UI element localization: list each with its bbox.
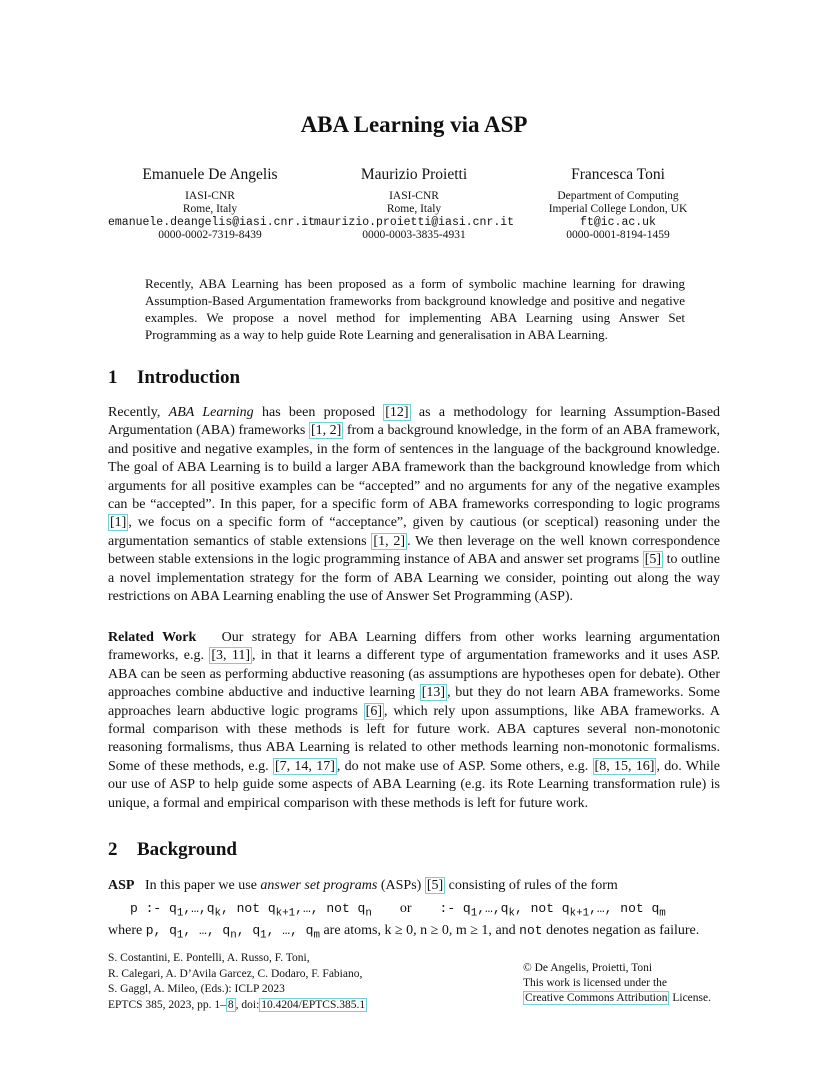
editors-line: R. Calegari, A. D’Avila Garcez, C. Dodaro, F. Fabiano, bbox=[108, 967, 363, 980]
text-run: where bbox=[108, 923, 143, 938]
asp-rule-formula: p :- $q_1,\dots,q_k$, not $q_{k+1},\dots$, not $q_n$ or :- $q_1,\dots,q_k$, not $q_{k+1},\dots$, not $q_m$ bbox=[130, 901, 666, 920]
author-name: Maurizio Proietti bbox=[360, 166, 468, 183]
not-keyword: not bbox=[519, 923, 543, 938]
author-affiliation: Department of Computing bbox=[557, 190, 679, 202]
author-location: Imperial College London, UK bbox=[548, 203, 688, 215]
section-number: 1 bbox=[108, 367, 118, 388]
eptcs-line bbox=[108, 998, 428, 1014]
citation-link[interactable]: [6] bbox=[365, 703, 382, 719]
author-orcid: 0000-0003-3835-4931 bbox=[362, 229, 466, 241]
asp-where-line: where p, $q_1$, …, $q_n$, $q_1$, …, $q_m$ are atoms, k ≥ 0, n ≥ 0, m ≥ 1, and not denotes negation as failure. bbox=[108, 923, 700, 942]
or-text: or bbox=[399, 901, 412, 916]
citation-link[interactable]: [7, 14, 17] bbox=[274, 758, 335, 774]
text-run: consisting of rules of the form bbox=[448, 878, 618, 893]
paragraph-heading: ASP bbox=[108, 878, 135, 893]
citation-link[interactable]: [3, 11] bbox=[211, 648, 250, 664]
text-run: . We then leverage on the well known correspondence between stable extensions in the logic programming instance of ABA and answer set programs bbox=[108, 533, 720, 568]
text-run: (ASPs) bbox=[380, 878, 422, 893]
author-3 bbox=[516, 166, 720, 242]
paragraph-heading: Related Work bbox=[108, 630, 197, 645]
related-work-paragraph bbox=[108, 629, 720, 813]
text-run: and bbox=[495, 923, 516, 938]
condition-text: k ≥ 0, n ≥ 0, m ≥ 1, bbox=[384, 923, 492, 938]
text-run: , do not make use of ASP. Some others, e.g. bbox=[336, 758, 589, 774]
section-title: Introduction bbox=[137, 367, 241, 388]
text-run: from a background knowledge, in the form of an ABA framework, and positive and negative examples, in the form of sentences in the language of the background knowledge. The goal of ABA Learning is to build a larger ABA framework than the background knowledge from which arguments for all positive examples can be “accepted” and no arguments for any of the negative examples can be “accepted”. In this paper, for a specific form of ABA frameworks corresponding to logic programs bbox=[108, 423, 720, 513]
text-run: EPTCS 385, 2023, pp. 1– bbox=[108, 998, 226, 1011]
text-run: In this paper we use bbox=[144, 878, 257, 893]
section-heading-introduction bbox=[108, 367, 240, 389]
text-run: as a methodology for learning Assumption-Based Argumentation (ABA) frameworks bbox=[108, 405, 721, 439]
intro-paragraph bbox=[108, 404, 720, 606]
section-heading-background bbox=[108, 839, 237, 861]
author-email[interactable]: emanuele.deangelis@iasi.cnr.it bbox=[108, 216, 316, 229]
emphasis-text: ABA Learning bbox=[168, 405, 254, 420]
author-location: Rome, Italy bbox=[182, 203, 238, 215]
citation-link[interactable]: [8, 15, 16] bbox=[594, 758, 655, 774]
abstract: Recently, ABA Learning has been proposed as a form of symbolic machine learning for drawing Assumption-Based Argumentation frameworks from background knowledge and positive and negative examples. We propose a novel method for implementing ABA Learning using Answer Set Programming as a way to help guide Rote Learning and generalisation in ABA Learning. bbox=[145, 276, 685, 342]
editors-line: S. Costantini, E. Pontelli, A. Russo, F. Toni, bbox=[108, 952, 310, 964]
citation-link[interactable]: [5] bbox=[426, 878, 444, 893]
text-run: to outline a novel implementation strategy for the form of ABA Learning we consider, pointing out along the way restrictions on ABA Learning enabling the use of Answer Set Programming (ASP). bbox=[108, 552, 720, 605]
license-info bbox=[523, 961, 743, 1006]
text-run: has been proposed bbox=[261, 405, 375, 420]
text-run: , doi: bbox=[235, 998, 260, 1011]
copyright-line: © De Angelis, Proietti, Toni bbox=[523, 962, 653, 974]
citation-link[interactable]: [1] bbox=[110, 515, 127, 531]
page-count-link[interactable]: 8 bbox=[227, 998, 234, 1011]
text-run: , do. While our use of ASP to help guide some aspects of ABA Learning (e.g. its Rote Learning transformation rule) is unique, a formal and empirical comparison with these methods is left for future work. bbox=[108, 758, 720, 811]
text-run: Recently, bbox=[108, 405, 161, 420]
doi-link[interactable]: 10.4204/EPTCS.385.1 bbox=[261, 998, 366, 1011]
publication-info bbox=[108, 951, 428, 1013]
paper-title: ABA Learning via ASP bbox=[300, 112, 528, 137]
license-link-line bbox=[523, 991, 743, 1006]
author-email[interactable]: ft@ic.ac.uk bbox=[580, 216, 656, 229]
citation-link[interactable]: [1, 2] bbox=[310, 423, 342, 439]
text-run: , which rely upon assumptions, like ABA frameworks. A formal comparison with these methods is left for future work. ABA captures several non-monotonic reasoning formalisms, thus ABA Learning is related to other methods learning non-monotonic formalisms. Some of these methods, e.g. bbox=[108, 703, 720, 774]
citation-link[interactable]: [12] bbox=[385, 405, 409, 420]
cc-license-link[interactable]: Creative Commons Attribution bbox=[525, 992, 668, 1004]
text-run: are atoms, bbox=[323, 923, 381, 938]
author-orcid: 0000-0002-7319-8439 bbox=[158, 229, 262, 241]
text-run: , we focus on a specific form of “acceptance”, given by cautious (or sceptical) reasoning under the argumentation semantics of stable extensions bbox=[108, 515, 720, 549]
text-run: , in that it learns a different type of argumentation frameworks and it uses ASP. ABA can be seen as performing abductive reasoning (as assumptions are hypotheses open for debate). Other approaches combine abductive and inductive learning bbox=[108, 648, 721, 701]
emphasis-text: answer set programs bbox=[260, 878, 378, 893]
asp-paragraph bbox=[108, 877, 720, 895]
author-affiliation: IASI-CNR bbox=[389, 190, 439, 202]
section-number: 2 bbox=[108, 839, 118, 860]
author-affiliation: IASI-CNR bbox=[185, 190, 235, 202]
text-run: denotes negation as failure. bbox=[546, 923, 700, 938]
author-block bbox=[108, 166, 720, 242]
author-2 bbox=[312, 166, 516, 242]
author-orcid: 0000-0001-8194-1459 bbox=[566, 229, 670, 241]
editors-line: S. Gaggl, A. Mileo, (Eds.): ICLP 2023 bbox=[108, 983, 285, 995]
author-name: Francesca Toni bbox=[571, 166, 665, 183]
citation-link[interactable]: [1, 2] bbox=[373, 533, 406, 549]
license-line: This work is licensed under the bbox=[523, 977, 668, 989]
text-run: , but they do not learn ABA frameworks. Some approaches learn abductive logic programs bbox=[108, 685, 720, 719]
author-location: Rome, Italy bbox=[386, 203, 442, 215]
citation-link[interactable]: [5] bbox=[644, 552, 662, 568]
text-run: License. bbox=[672, 992, 711, 1004]
citation-link[interactable]: [13] bbox=[421, 685, 446, 701]
author-name: Emanuele De Angelis bbox=[142, 166, 278, 183]
section-title: Background bbox=[137, 839, 237, 860]
author-1 bbox=[108, 166, 316, 242]
author-email[interactable]: maurizio.proietti@iasi.cnr.it bbox=[313, 216, 515, 229]
text-run: Our strategy for ABA Learning differs from other works learning argumentation frameworks, e.g. bbox=[108, 630, 720, 664]
